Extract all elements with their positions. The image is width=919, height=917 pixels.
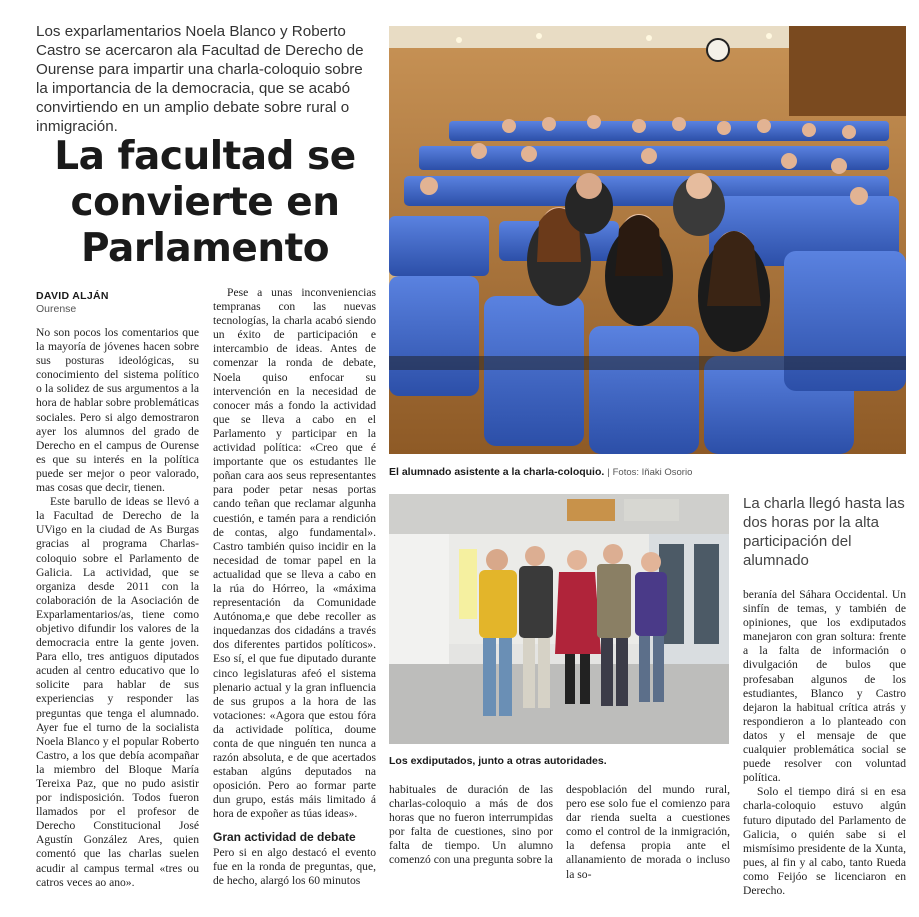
photo-auditorium-students	[389, 26, 906, 454]
body-paragraph: habituales de duración de las charlas-coloquio a más de dos horas que no fueron interrumpidas por falta de cuestiones, sino por falta de tiempo. Un alumno comenzó con una pregunta sobre la	[389, 783, 553, 867]
photo-caption	[389, 466, 692, 478]
author-name: DAVID ALJÁN	[36, 290, 109, 302]
body-column-2	[213, 286, 376, 888]
body-paragraph: Solo el tiempo dirá si en esa charla-coloquio estuvo algún futuro diputado del Parlamento de Galicia, o quién sabe si el mismísimo presidente de la Xunta, pues, al fin y al cabo, tanto Rueda como Feijóo se licenciaron en Derecho.	[743, 785, 906, 897]
body-column-3	[389, 783, 553, 887]
body-paragraph: Pero si en algo destacó el evento fue en la ronda de preguntas, que, de hecho, alargó los 60 minutos	[213, 845, 376, 887]
headline-line-1: La facultad se	[54, 134, 356, 179]
body-paragraph: Pese a unas inconveniencias tempranas con las nuevas tecnologías, la charla acabó siendo un éxito de participación e intercambio de ideas. Antes de comenzar la ronda de debate, Noela quiso enfocar su intervención en la necesidad de conocer más a fondo la actividad que se lleva a cabo en el Parlamento y participar en la actividad política: «Creo que é importante que os estudantes lle poñan cara aos seus representantes para poder petar nesas portas cando teñan que reclamar algunha cuestión, e tamén para a rendición de contas, algo fundamental». Castro también quiso incidir en la necesidad de tomar papel en la actualidad que se lleva a cabo en la rúa do Hórreo, la «máxima representación da Comunidade Autónoma,e que debe recoller as inquedanzas dos cidadáns a través dos diferentes partidos políticos». Eso sí, el que fue diputado durante cinco legislaturas afeó el sistema plenario actual y la gran influencia de sus grupos a la hora de las votaciones: «Agora que estou fóra da actividade política, doume conta de que ninguén ten nunca a razón absoluta, e de que acertados estaban algúns deputados na oposición. Pero ao formar parte dun grupo, estás máis limitado á hora de expoñer as túas ideas».	[213, 286, 376, 821]
body-column-5	[743, 588, 906, 897]
body-paragraph: Este barullo de ideas se llevó a la Facultad de Derecho de la UVigo en la ciudad de As Burgas gracias al programa Charlas-coloquio sobre el Parlamento de Galicia. La actividad, que se organiza desde 2011 con la colaboración de la Asociación de Exparlamentarios/as, tiene como objetivo difundir los valores de la democracia entre la gente joven. Para ello, tres antiguos diputados acuden al centro educativo que lo solicite para hablar de sus experiencias y responder las preguntas que tenga el alumnado. Ayer fue el turno de la socialista Noela Blanco y el popular Roberto Castro, a los que debía acompañar la miembro del Bloque María Tereixa Paz, que no pudo asistir por indisposición. Todos fueron llamados por el profesor de Derecho Constitucional José Agustín González Ares, quien comentó que las charlas suelen acudir al campus termal «tres ou catros veces ao ano».	[36, 495, 199, 889]
photo-exdeputies-group	[389, 494, 729, 744]
body-paragraph: beranía del Sáhara Occidental. Un sinfín de temas, y también de opiniones, que los exdiputados manejaron con gran soltura: frente a la falta de información o divulgación de bulos que profesaban algunos de los estudiantes, Blanco y Castro dejaron la habitual crítica atrás y respondieron a lo planteado con datos y el mensaje de que cualquier problemática social se puede resolver con voluntad política.	[743, 588, 906, 785]
body-column-1	[36, 326, 199, 889]
body-column-4	[566, 783, 730, 887]
caption-text: Los exdiputados, junto a otras autoridades.	[389, 755, 607, 767]
caption-text: El alumnado asistente a la charla-coloquio.	[389, 466, 605, 478]
body-paragraph: despoblación del mundo rural, pero ese solo fue el comienzo para dar rienda suelta a cuestiones como el control de la inmigración, la defensa propia ante el allanamiento de morada o incluso la so-	[566, 783, 730, 881]
headline	[36, 134, 374, 272]
body-paragraph: No son pocos los comentarios que la mayoría de jóvenes hacen sobre sus posturas ideológicas, su conocimiento del sistema político o la solidez de sus argumentos a la hora de hablar sobre problemáticas sociales. Pero si algo demostraron ayer los alumnos del grado de Derecho en el campus de Ourense es que su interés en la política puede ser mejor o peor valorado, mas cosas que decir, tienen.	[36, 326, 199, 495]
byline	[36, 290, 109, 315]
photo-caption	[389, 755, 607, 767]
headline-line-2: convierte en	[70, 180, 340, 225]
section-subhead: Gran actividad de debate	[213, 829, 356, 844]
headline-line-3: Parlamento	[80, 226, 330, 271]
pull-quote: La charla llegó hasta las dos horas por la alta participación del alumnado	[743, 495, 905, 569]
dateline-location: Ourense	[36, 303, 77, 315]
photo-credit: Fotos: Iñaki Osorio	[612, 467, 693, 478]
caption-separator: |	[607, 467, 610, 478]
article-lead: Los exparlamentarios Noela Blanco y Roberto Castro se acercaron ala Facultad de Derecho de Ourense para impartir una charla-coloquio sobre la importancia de la democracia, que se acabó convirtiendo en un amplio debate sobre rural o inmigración.	[36, 23, 364, 135]
